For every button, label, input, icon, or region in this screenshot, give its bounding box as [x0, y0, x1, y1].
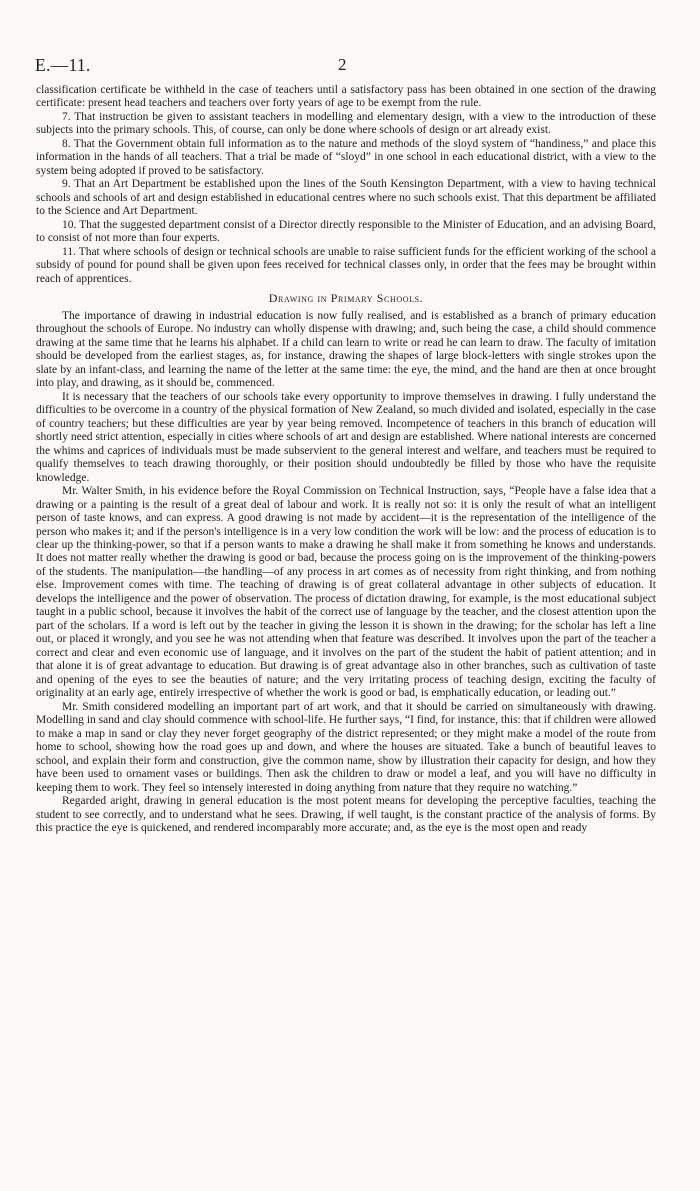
paragraph: It is necessary that the teachers of our schools take every opportunity to improve themselves in drawing. I fully understand the difficulties to be overcome in a country of the physical formation of New Zealand, so much divided and isolated, especially in the case of country teachers; but these difficulties are year by year being removed. Incompetence of teachers in this branch of education will shortly need strict attention, especially in cities where schools of art and design are established. Where national interests are concerned the whims and caprices of individuals must be made subservient to the general interest and welfare, and teachers must be required to qualify themselves to teach drawing thoroughly, or their position should undoubtedly be filled by those who have the requisite knowledge. — [36, 390, 656, 484]
paragraph: Regarded aright, drawing in general education is the most potent means for developing the perceptive faculties, teaching the student to see correctly, and to understand what he sees. Drawing, if well taught, is the constant practice of the analysis of forms. By this practice the eye is quickened, and rendered incomparably more accurate; and, as the eye is the most open and ready — [36, 795, 656, 835]
paragraph: 9. That an Art Department be established upon the lines of the South Kensington Department, with a view to having technical schools and schools of art and design established in educational centres where no such schools exist. That this department be affiliated to the Science and Art Department. — [36, 178, 656, 218]
document-reference: E.—11. — [35, 55, 91, 75]
paragraph: 8. That the Government obtain full information as to the nature and methods of the sloyd system of “handiness,” and place this information in the hands of all teachers. That a trial be made of “sloyd” in one school in each educational district, with a view to the system being adopted if proved to be satisfactory. — [36, 137, 656, 177]
paragraph: The importance of drawing in industrial education is now fully realised, and is established as a branch of primary education throughout the schools of Europe. No industry can wholly dispense with drawing; and, such being the case, a child should commence drawing at the same time that he learns his alphabet. If a child can learn to write or read he can learn to draw. The faculty of imitation should be developed from the earliest stages, as, for instance, drawing the shapes of large block-letters with single strokes upon the slate by an infant-class, and learning the name of the letter at the same time: the eye, the mind, and the hand are then at once brought into play, and drawing, as it should be, commenced. — [36, 309, 656, 390]
paragraph: 11. That where schools of design or technical schools are unable to raise sufficient funds for the efficient working of the school a subsidy of pound for pound shall be given upon fees received for technical classes only, in order that the fees may be brought within reach of apprentices. — [36, 245, 656, 285]
paragraph: Mr. Smith considered modelling an important part of art work, and that it should be carried on simultaneously with drawing. Modelling in sand and clay should commence with school-life. He further says, “I find, for instance, this: that if children were allowed to make a map in sand or clay they never forget geography of the district represented; or they might make a model of the route from home to school, showing how the road goes up and down, and where the houses are situated. Take a bunch of beautiful leaves to school, and explain their form and construction, give the common name, show by illustration their capacity for design, and how they have been used to ornament vases or buildings. Then ask the children to draw or model a leaf, and you will have no difficulty in keeping them to work. They feel so intensely interested in doing anything from nature that they require no watching.” — [36, 700, 656, 794]
body-text — [36, 84, 656, 836]
paragraph: 7. That instruction be given to assistant teachers in modelling and elementary design, with a view to the introduction of these subjects into the primary schools. This, of course, can only be done where schools of design or art already exist. — [36, 110, 656, 137]
paragraph: classification certificate be withheld in the case of teachers until a satisfactory pass has been obtained in one section of the drawing certificate: present head teachers and teachers over forty years of age to be exempt from the rule. — [36, 84, 656, 110]
paragraph: Mr. Walter Smith, in his evidence before the Royal Commission on Technical Instruction, says, “People have a false idea that a drawing or a painting is the result of a great deal of labour and work. It is really not so: it is only the result of what an intelligent person of taste knows, and can express. A good drawing is not made by accident—it is the representation of the intelligence of the person who makes it; and if the person's intelligence is in a very low condition the work will be low: and the process of education is to clear up the thinking-power, so that if a person wants to make a drawing he shall make it from something he knows and understands. It does not matter really whether the drawing is good or bad, because the process going on is the improvement of the thinking-powers of the students. The manipulation—the handling—of any process in art comes as of necessity from right thinking, and from nothing else. Improvement comes with time. The teaching of drawing is of great collateral advantage in other subjects of education. It develops the intelligence and the power of observation. The process of dictation drawing, for example, is the most educational subject taught in a public school, because it involves the habit of the correct use of language by the teacher, and the closest attention upon the part of the scholars. If a word is left out by the teacher in giving the lesson it is shown in the drawing; for the scholar has left a line out, or placed it wrongly, and you see he was not attending when that feature was described. It involves upon the part of the teacher a correct and clear and even economic use of language, and it involves on the part of the student the habit of patient attention; and in that alone it is of great advantage to education. But drawing is of great advantage also in other branches, such as cultivation of taste and opening of the eyes to see the beauties of nature; and the very irritating process of teaching design, exciting the faculty of originality at an early age, entirely irrespective of whether the work is good or bad, is emphatically education, or leading out.” — [36, 485, 656, 700]
page-number: 2 — [338, 55, 347, 74]
paragraph: 10. That the suggested department consist of a Director directly responsible to the Minister of Education, and an advising Board, to consist of not more than four experts. — [36, 218, 656, 245]
section-heading: Drawing in Primary Schools. — [268, 291, 424, 306]
running-head — [35, 55, 655, 79]
